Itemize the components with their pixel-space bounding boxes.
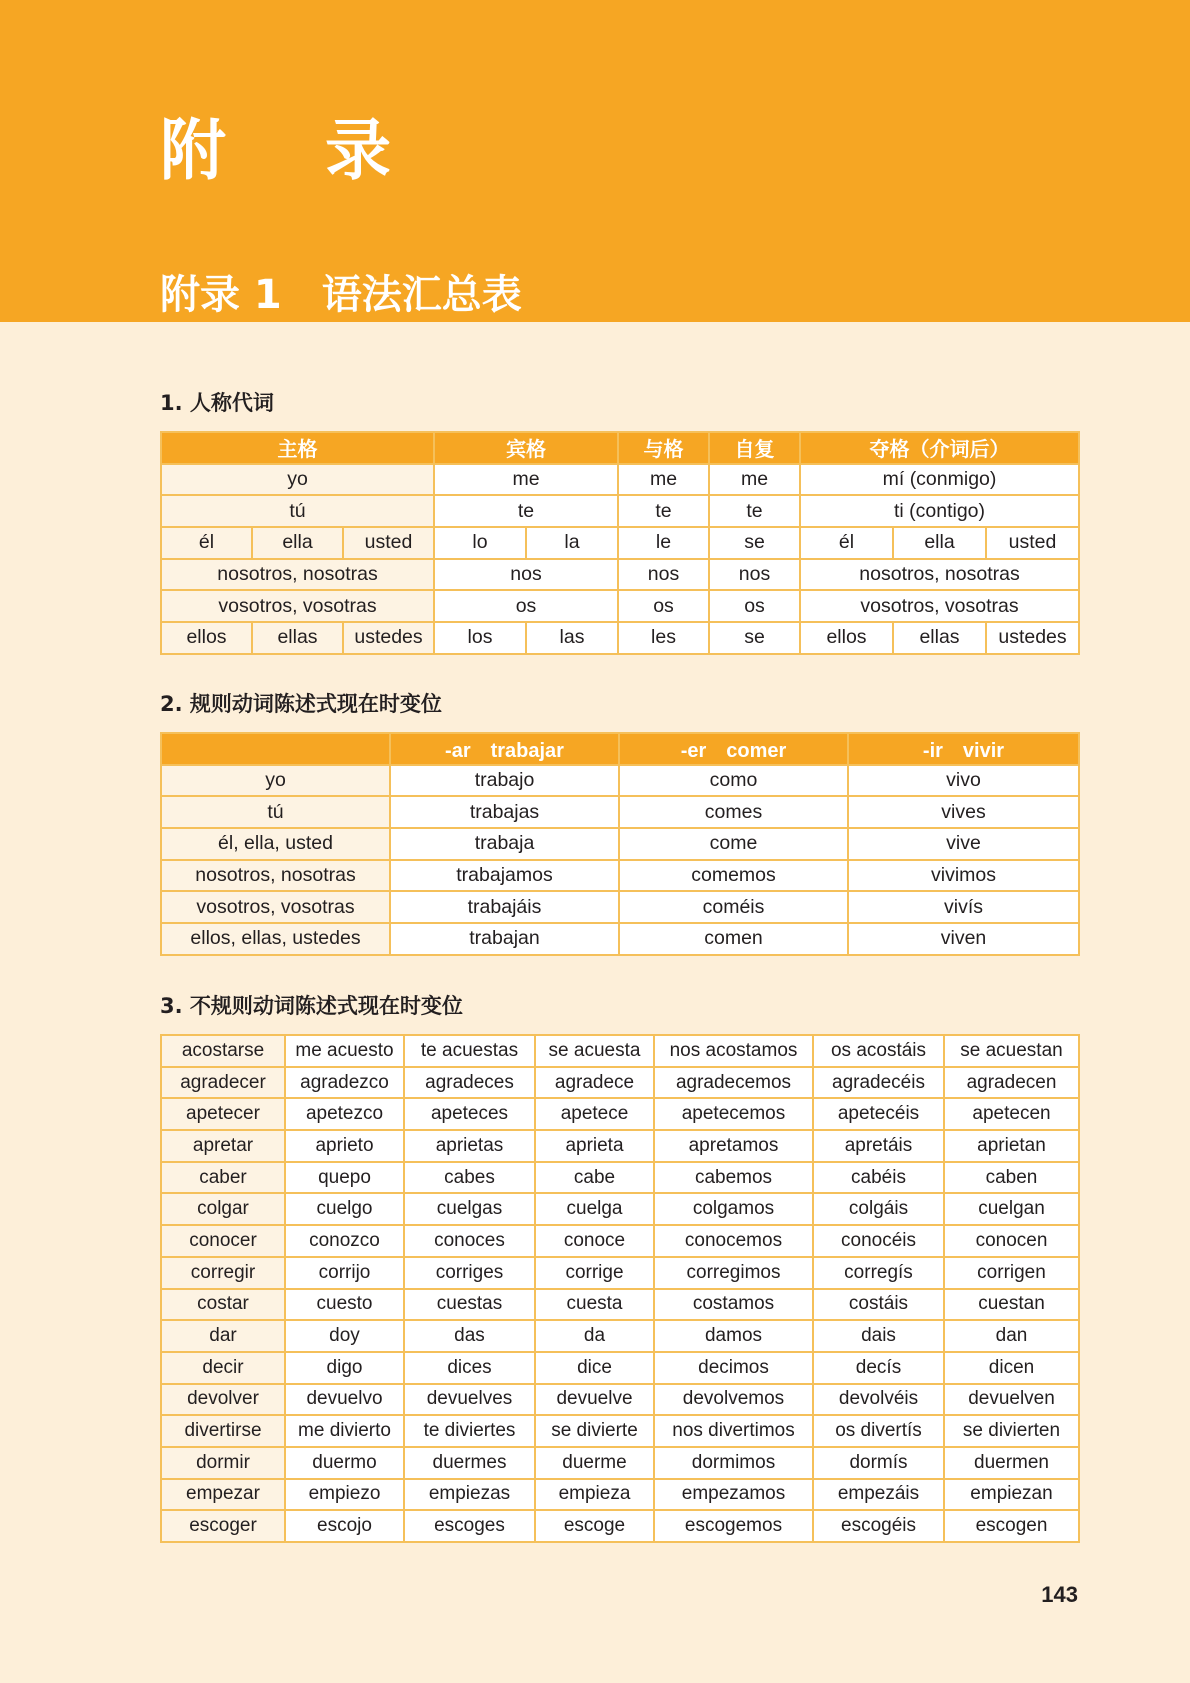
conjugation-cell: conocen [944, 1225, 1079, 1257]
conjugation-cell: caben [944, 1162, 1079, 1194]
reflexive-cell: se [709, 527, 800, 559]
conjugation-cell: doy [285, 1320, 404, 1352]
conjugation-cell: colgamos [654, 1193, 813, 1225]
table-row [161, 796, 1079, 828]
conjugation-cell: os divertís [813, 1415, 944, 1447]
accusative-cell: los [434, 622, 526, 654]
subject-cell: nosotros, nosotras [161, 860, 390, 892]
table-row [161, 527, 1170, 559]
conjugation-cell: agradecemos [654, 1067, 813, 1099]
conjugation-cell: escojo [285, 1510, 404, 1542]
ablative-cell: usted [986, 527, 1079, 559]
ablative-cell: nosotros, nosotras [800, 559, 1079, 591]
infinitive-cell: devolver [161, 1384, 285, 1416]
conjugation-cell: apetecen [944, 1098, 1079, 1130]
conjugation-cell: trabaja [390, 828, 619, 860]
conjugation-cell: cuesto [285, 1289, 404, 1321]
conjugation-cell: apetecéis [813, 1098, 944, 1130]
conjugation-cell: devuelven [944, 1384, 1079, 1416]
conjugation-cell: nos divertimos [654, 1415, 813, 1447]
conjugation-cell: conocéis [813, 1225, 944, 1257]
conjugation-cell: comen [619, 923, 848, 955]
pronoun-table [160, 431, 1171, 655]
infinitive-cell: costar [161, 1289, 285, 1321]
conjugation-cell: empezamos [654, 1479, 813, 1511]
header-er-verb: -er comer [619, 733, 848, 765]
accusative-cell: te [434, 495, 618, 527]
conjugation-cell: trabajamos [390, 860, 619, 892]
conjugation-cell: vivo [848, 765, 1079, 797]
table-header-row [161, 733, 1079, 765]
conjugation-cell: vive [848, 828, 1079, 860]
accusative-cell: nos [434, 559, 618, 591]
conjugation-cell: cuelgo [285, 1193, 404, 1225]
table-row [161, 1035, 1079, 1067]
conjugation-cell: agradezco [285, 1067, 404, 1099]
nominative-cell: ellos [161, 622, 252, 654]
table-row [161, 1193, 1079, 1225]
ablative-cell: ellos [800, 622, 893, 654]
table-row [161, 1098, 1079, 1130]
ablative-cell: ustedes [986, 622, 1079, 654]
infinitive-cell: dormir [161, 1447, 285, 1479]
table-row [161, 1289, 1079, 1321]
conjugation-cell: conoce [535, 1225, 654, 1257]
infinitive-cell: agradecer [161, 1067, 285, 1099]
nominative-cell: vosotros, vosotras [161, 590, 434, 622]
table-header-row [161, 432, 1170, 464]
conjugation-cell: apretáis [813, 1130, 944, 1162]
conjugation-cell: escogéis [813, 1510, 944, 1542]
conjugation-cell: agradecen [944, 1067, 1079, 1099]
accusative-cell: las [526, 622, 618, 654]
conjugation-cell: devuelvo [285, 1384, 404, 1416]
conjugation-cell: escogemos [654, 1510, 813, 1542]
irregular-verb-table [160, 1034, 1080, 1543]
table-row [161, 1320, 1079, 1352]
conjugation-cell: agradeces [404, 1067, 535, 1099]
infinitive-cell: empezar [161, 1479, 285, 1511]
section-heading-pronouns: 1. 人称代词 [160, 391, 274, 415]
conjugation-cell: corrige [535, 1257, 654, 1289]
page-title: 附 录 [160, 112, 429, 189]
infinitive-cell: decir [161, 1352, 285, 1384]
table-row [161, 1130, 1079, 1162]
table-row [161, 765, 1079, 797]
conjugation-cell: corrijo [285, 1257, 404, 1289]
conjugation-cell: apretamos [654, 1130, 813, 1162]
conjugation-cell: se acuesta [535, 1035, 654, 1067]
conjugation-cell: apetecemos [654, 1098, 813, 1130]
conjugation-cell: empieza [535, 1479, 654, 1511]
conjugation-cell: devuelve [535, 1384, 654, 1416]
conjugation-cell: trabajas [390, 796, 619, 828]
conjugation-cell: digo [285, 1352, 404, 1384]
infinitive-cell: acostarse [161, 1035, 285, 1067]
conjugation-cell: me divierto [285, 1415, 404, 1447]
nominative-cell: usted [343, 527, 434, 559]
conjugation-cell: escogen [944, 1510, 1079, 1542]
title-banner [0, 0, 1190, 322]
reflexive-cell: te [709, 495, 800, 527]
conjugation-cell: da [535, 1320, 654, 1352]
subject-cell: yo [161, 765, 390, 797]
infinitive-cell: conocer [161, 1225, 285, 1257]
conjugation-cell: os acostáis [813, 1035, 944, 1067]
table-row [161, 1225, 1079, 1257]
conjugation-cell: costamos [654, 1289, 813, 1321]
conjugation-cell: cuestas [404, 1289, 535, 1321]
subject-cell: ellos, ellas, ustedes [161, 923, 390, 955]
conjugation-cell: dormimos [654, 1447, 813, 1479]
conjugation-cell: se divierten [944, 1415, 1079, 1447]
table-row [161, 891, 1079, 923]
conjugation-cell: vivimos [848, 860, 1079, 892]
header-ablative: 夺格（介词后） [800, 432, 1079, 464]
table-row [161, 622, 1170, 654]
conjugation-cell: coméis [619, 891, 848, 923]
accusative-cell: lo [434, 527, 526, 559]
dative-cell: te [618, 495, 709, 527]
conjugation-cell: dais [813, 1320, 944, 1352]
conjugation-cell: devolvemos [654, 1384, 813, 1416]
header-reflexive: 自复 [709, 432, 800, 464]
accusative-cell: la [526, 527, 618, 559]
conjugation-cell: como [619, 765, 848, 797]
conjugation-cell: dice [535, 1352, 654, 1384]
conjugation-cell: trabajáis [390, 891, 619, 923]
nominative-cell: ella [252, 527, 343, 559]
conjugation-cell: corregís [813, 1257, 944, 1289]
conjugation-cell: cabemos [654, 1162, 813, 1194]
conjugation-cell: corregimos [654, 1257, 813, 1289]
nominative-cell: nosotros, nosotras [161, 559, 434, 591]
conjugation-cell: se acuestan [944, 1035, 1079, 1067]
conjugation-cell: duermes [404, 1447, 535, 1479]
infinitive-cell: divertirse [161, 1415, 285, 1447]
table-row [161, 828, 1079, 860]
conjugation-cell: viven [848, 923, 1079, 955]
conjugation-cell: empiezan [944, 1479, 1079, 1511]
conjugation-cell: vives [848, 796, 1079, 828]
infinitive-cell: colgar [161, 1193, 285, 1225]
conjugation-cell: cuelgan [944, 1193, 1079, 1225]
reflexive-cell: me [709, 464, 800, 496]
table-row [161, 559, 1170, 591]
conjugation-cell: duerme [535, 1447, 654, 1479]
conjugation-cell: costáis [813, 1289, 944, 1321]
conjugation-cell: conozco [285, 1225, 404, 1257]
nominative-cell: ustedes [343, 622, 434, 654]
conjugation-cell: te acuestas [404, 1035, 535, 1067]
conjugation-cell: escoges [404, 1510, 535, 1542]
table-row [161, 590, 1170, 622]
header-ar-verb: -ar trabajar [390, 733, 619, 765]
page-number: 143 [1041, 1582, 1078, 1607]
table-row [161, 1479, 1079, 1511]
accusative-cell: os [434, 590, 618, 622]
infinitive-cell: escoger [161, 1510, 285, 1542]
reflexive-cell: se [709, 622, 800, 654]
table-row [161, 495, 1170, 527]
dative-cell: os [618, 590, 709, 622]
dative-cell: le [618, 527, 709, 559]
conjugation-cell: devuelves [404, 1384, 535, 1416]
ablative-cell: vosotros, vosotras [800, 590, 1079, 622]
reflexive-cell: os [709, 590, 800, 622]
conjugation-cell: corriges [404, 1257, 535, 1289]
table-row [161, 1352, 1079, 1384]
conjugation-cell: escoge [535, 1510, 654, 1542]
conjugation-cell: cabe [535, 1162, 654, 1194]
conjugation-cell: aprietas [404, 1130, 535, 1162]
conjugation-cell: dormís [813, 1447, 944, 1479]
appendix-subtitle: 附录 1 语法汇总表 [160, 272, 522, 318]
conjugation-cell: aprieto [285, 1130, 404, 1162]
conjugation-cell: conoces [404, 1225, 535, 1257]
table-row [161, 1447, 1079, 1479]
conjugation-cell: trabajan [390, 923, 619, 955]
ablative-cell: mí (conmigo) [800, 464, 1079, 496]
conjugation-cell: se divierte [535, 1415, 654, 1447]
table-row [161, 1067, 1079, 1099]
conjugation-cell: empiezas [404, 1479, 535, 1511]
dative-cell: nos [618, 559, 709, 591]
table-row [161, 1415, 1079, 1447]
conjugation-cell: quepo [285, 1162, 404, 1194]
conjugation-cell: apetece [535, 1098, 654, 1130]
ablative-cell: ellas [893, 622, 986, 654]
section-heading-irregular-verbs: 3. 不规则动词陈述式现在时变位 [160, 994, 463, 1018]
subject-cell: él, ella, usted [161, 828, 390, 860]
subject-cell: tú [161, 796, 390, 828]
subject-cell: vosotros, vosotras [161, 891, 390, 923]
conjugation-cell: das [404, 1320, 535, 1352]
conjugation-cell: colgáis [813, 1193, 944, 1225]
regular-verb-table [160, 732, 1080, 956]
table-row [161, 1257, 1079, 1289]
infinitive-cell: caber [161, 1162, 285, 1194]
header-ir-verb: -ir vivir [848, 733, 1079, 765]
ablative-cell: él [800, 527, 893, 559]
infinitive-cell: apetecer [161, 1098, 285, 1130]
conjugation-cell: dan [944, 1320, 1079, 1352]
conjugation-cell: dices [404, 1352, 535, 1384]
table-row [161, 464, 1170, 496]
header-subject [161, 733, 390, 765]
nominative-cell: ellas [252, 622, 343, 654]
header-dative: 与格 [618, 432, 709, 464]
header-nominative: 主格 [161, 432, 434, 464]
conjugation-cell: cabéis [813, 1162, 944, 1194]
section-heading-regular-verbs: 2. 规则动词陈述式现在时变位 [160, 692, 442, 716]
conjugation-cell: apeteces [404, 1098, 535, 1130]
conjugation-cell: cuestan [944, 1289, 1079, 1321]
table-row [161, 1510, 1079, 1542]
nominative-cell: tú [161, 495, 434, 527]
conjugation-cell: comemos [619, 860, 848, 892]
ablative-cell: ti (contigo) [800, 495, 1079, 527]
conjugation-cell: dicen [944, 1352, 1079, 1384]
conjugation-cell: aprieta [535, 1130, 654, 1162]
conjugation-cell: aprietan [944, 1130, 1079, 1162]
conjugation-cell: vivís [848, 891, 1079, 923]
conjugation-cell: cuelgas [404, 1193, 535, 1225]
conjugation-cell: decís [813, 1352, 944, 1384]
nominative-cell: yo [161, 464, 434, 496]
conjugation-cell: corrigen [944, 1257, 1079, 1289]
reflexive-cell: nos [709, 559, 800, 591]
conjugation-cell: damos [654, 1320, 813, 1352]
conjugation-cell: duermo [285, 1447, 404, 1479]
conjugation-cell: devolvéis [813, 1384, 944, 1416]
conjugation-cell: te diviertes [404, 1415, 535, 1447]
conjugation-cell: comes [619, 796, 848, 828]
conjugation-cell: conocemos [654, 1225, 813, 1257]
conjugation-cell: apetezco [285, 1098, 404, 1130]
nominative-cell: él [161, 527, 252, 559]
table-row [161, 1162, 1079, 1194]
conjugation-cell: cuelga [535, 1193, 654, 1225]
table-row [161, 1384, 1079, 1416]
conjugation-cell: trabajo [390, 765, 619, 797]
header-accusative: 宾格 [434, 432, 618, 464]
conjugation-cell: me acuesto [285, 1035, 404, 1067]
conjugation-cell: duermen [944, 1447, 1079, 1479]
conjugation-cell: agradece [535, 1067, 654, 1099]
conjugation-cell: decimos [654, 1352, 813, 1384]
conjugation-cell: agradecéis [813, 1067, 944, 1099]
table-row [161, 923, 1079, 955]
infinitive-cell: dar [161, 1320, 285, 1352]
conjugation-cell: cabes [404, 1162, 535, 1194]
conjugation-cell: empiezo [285, 1479, 404, 1511]
dative-cell: me [618, 464, 709, 496]
accusative-cell: me [434, 464, 618, 496]
infinitive-cell: corregir [161, 1257, 285, 1289]
ablative-cell: ella [893, 527, 986, 559]
conjugation-cell: cuesta [535, 1289, 654, 1321]
dative-cell: les [618, 622, 709, 654]
conjugation-cell: nos acostamos [654, 1035, 813, 1067]
conjugation-cell: empezáis [813, 1479, 944, 1511]
table-row [161, 860, 1079, 892]
infinitive-cell: apretar [161, 1130, 285, 1162]
conjugation-cell: come [619, 828, 848, 860]
